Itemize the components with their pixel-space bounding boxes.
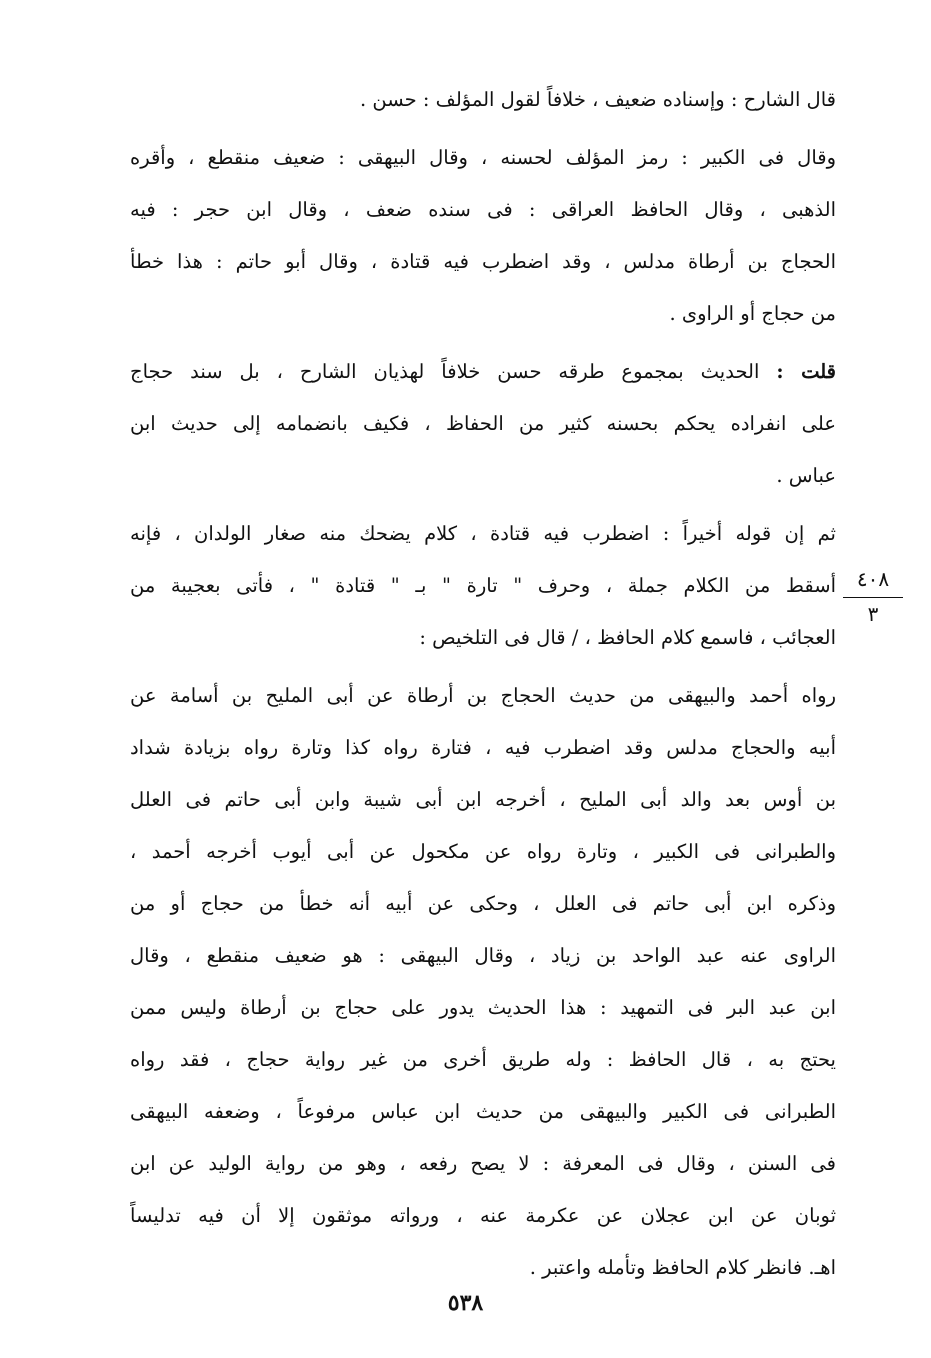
text-line: الراوى عنه عبد الواحد بن زياد ، وقال البيهقى : هو ضعيف منقطع ، وقال [130,944,836,967]
text-line: ثوبان عن ابن عجلان عن عكرمة عنه ، ورواته موثقون إلا أن فيه تدليساً [130,1204,836,1227]
text-line: رواه أحمد والبيهقى من حديث الحجاج بن أرطاة عن أبى المليح بن أسامة عن [130,684,836,707]
text-line: وقال فى الكبير : رمز المؤلف لحسنه ، وقال البيهقى : ضعيف منقطع ، وأقره [130,146,836,169]
text-line: يحتج به ، قال الحافظ : وله طريق أخرى من غير رواية حجاج ، فقد رواه [130,1048,836,1071]
text-line: الطبرانى فى الكبير والبيهقى من حديث ابن عباس مرفوعاً ، وضعفه البيهقى [130,1100,836,1123]
text-line: العجائب ، فاسمع كلام الحافظ ، / قال فى التلخيص : [419,626,836,649]
text-line: أبيه والحجاج مدلس وقد اضطرب فيه ، فتارة رواه كذا وتارة رواه بزيادة شداد [130,736,836,759]
paragraph-sharih-quote [130,74,836,126]
text-line-rest: الحديث بمجموع طرقه حسن خلافاً لهذيان الشارح ، بل سند حجاج [130,360,777,383]
text-line: اهـ. فانظر كلام الحافظ وتأمله واعتبر . [529,1256,836,1279]
margin-reference [838,567,908,626]
text-line: قال الشارح : وإسناده ضعيف ، خلافاً لقول المؤلف : حسن . [359,88,836,111]
text-line: الحجاج بن أرطاة مدلس ، وقد اضطرب فيه قتادة ، وقال أبو حاتم : هذا خطأ [130,250,836,273]
text-line: عباس . [776,464,836,487]
paragraph-lead: قلت : [776,360,836,383]
page-number: ٥٣٨ [447,1290,484,1316]
text-line: من حجاج أو الراوى . [669,302,836,325]
paragraph-talkhis-quote [130,670,836,1294]
text-line: والطبرانى فى الكبير ، وتارة رواه عن مكحول عن أبى أيوب أخرجه أحمد ، [130,840,836,863]
text-line: وذكره ابن أبى حاتم فى العلل ، وحكى عن أبيه أنه خطأ من حجاج أو من [130,892,836,915]
text-line [130,346,836,398]
paragraph-qultu [130,346,836,502]
text-line: ثم إن قوله أخيراً : اضطرب فيه قتادة ، كلام يضحك منه صغار الولدان ، فإنه [130,522,836,545]
margin-reference-divider [843,597,903,598]
paragraph-qawluhu [130,508,836,664]
text-line: فى السنن ، وقال فى المعرفة : لا يصح رفعه ، وهو من رواية الوليد عن ابن [130,1152,836,1175]
text-line: أسقط من الكلام جملة ، وحرف " تارة " بـ " قتادة " ، فأتى بعجيبة من [130,574,836,597]
text-line: الذهبى ، وقال الحافظ العراقى : فى سنده ضعف ، وقال ابن حجر : فيه [130,198,836,221]
margin-reference-part: ٣ [867,602,879,626]
text-line: على انفراده يحكم بحسنه كثير من الحفاظ ، فكيف بانضمامه إلى حديث ابن [130,412,836,435]
body-text [130,74,836,1294]
text-line: بن أوس بعد والد أبى المليح ، أخرجه ابن أبى شيبة وابن أبى حاتم فى العلل [130,788,836,811]
paragraph-kabir-quote [130,132,836,340]
text-line: ابن عبد البر فى التمهيد : هذا الحديث يدور على حجاج بن أرطاة وليس ممن [130,996,836,1019]
margin-reference-volume-page: ٤٠٨ [856,567,890,591]
